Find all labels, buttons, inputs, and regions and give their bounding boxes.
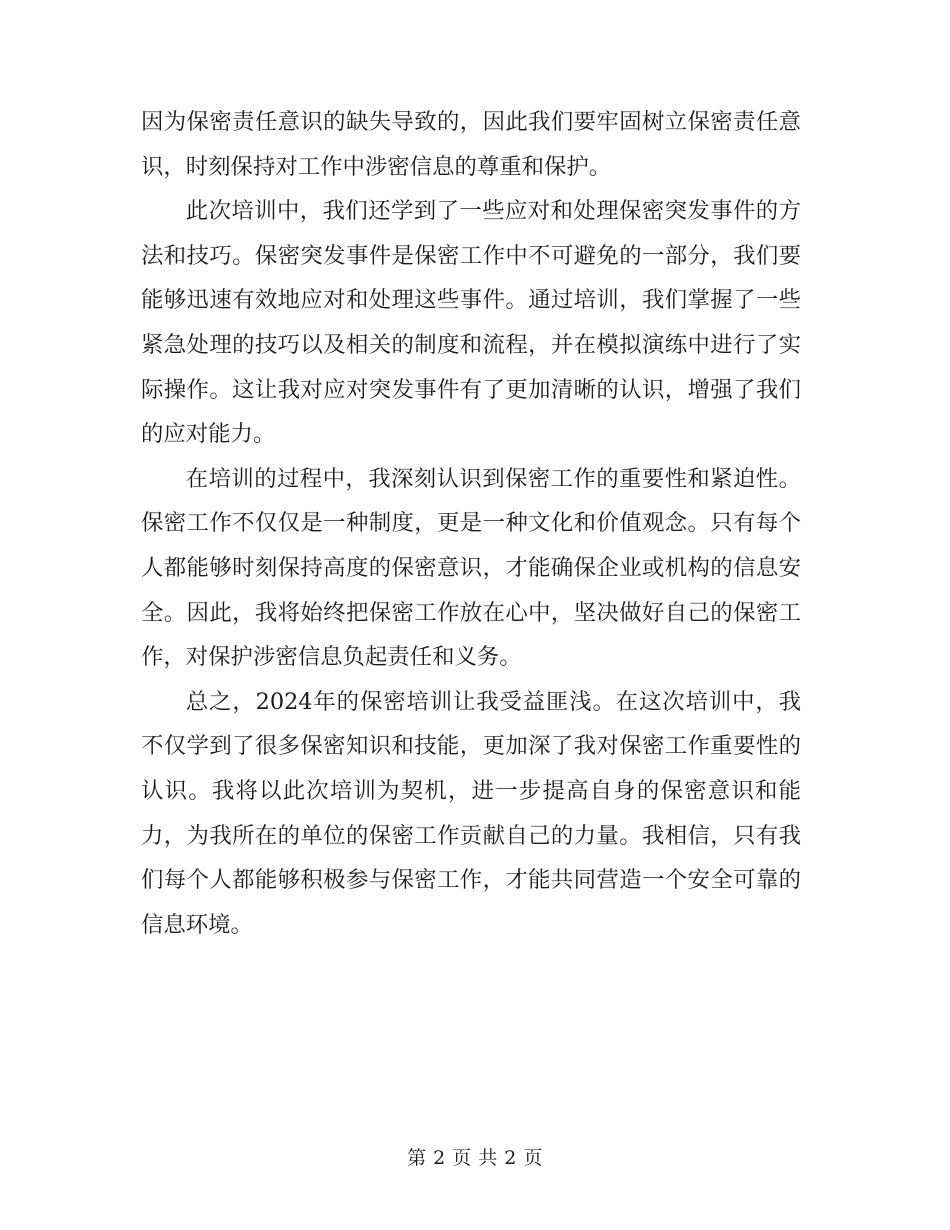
paragraph-2: 此次培训中，我们还学到了一些应对和处理保密突发事件的方法和技巧。保密突发事件是保密工作中不可避免的一部分，我们要能够迅速有效地应对和处理这些事件。通过培训，我们掌握了一些紧急处理的技巧以及相关的制度和流程，并在模拟演练中进行了实际操作。这让我对应对突发事件有了更加清晰的认识，增强了我们的应对能力。 xyxy=(141,198,801,448)
document-body xyxy=(141,100,801,947)
page-number-footer: 第 2 页 共 2 页 xyxy=(407,1147,543,1169)
paragraph-4: 总之，2024年的保密培训让我受益匪浅。在这次培训中，我不仅学到了很多保密知识和技能，更加深了我对保密工作重要性的认识。我将以此次培训为契机，进一步提高自身的保密意识和能力，为我所在的单位的保密工作贡献自己的力量。我相信，只有我们每个人都能够积极参与保密工作，才能共同营造一个安全可靠的信息环境。 xyxy=(141,688,801,938)
paragraph-1: 因为保密责任意识的缺失导致的，因此我们要牢固树立保密责任意识，时刻保持对工作中涉密信息的尊重和保护。 xyxy=(141,109,801,180)
paragraph-3: 在培训的过程中，我深刻认识到保密工作的重要性和紧迫性。保密工作不仅仅是一种制度，更是一种文化和价值观念。只有每个人都能够时刻保持高度的保密意识，才能确保企业或机构的信息安全。因此，我将始终把保密工作放在心中，坚决做好自己的保密工作，对保护涉密信息负起责任和义务。 xyxy=(141,465,801,671)
